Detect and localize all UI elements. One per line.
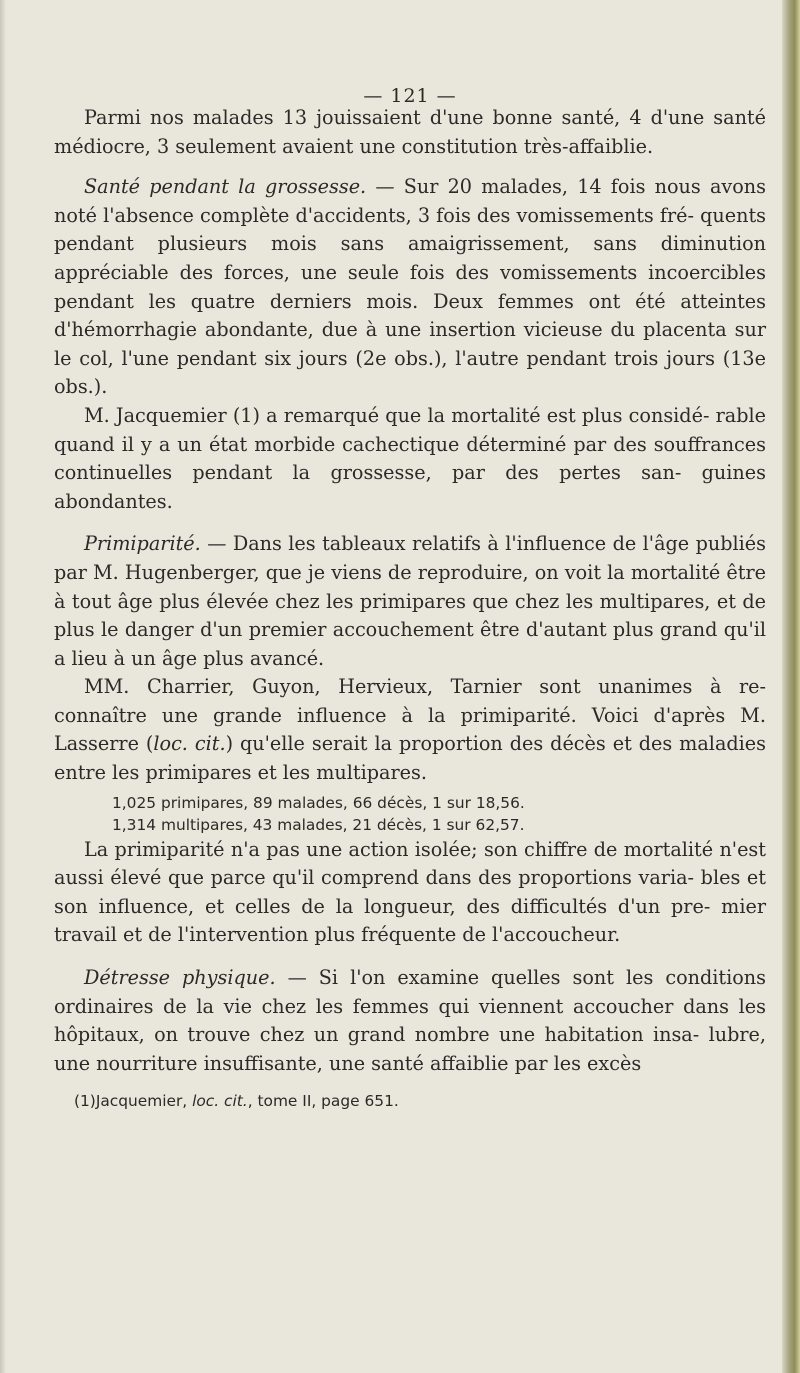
footnote-marker: (1) — [74, 1092, 96, 1111]
loc-cit: loc. cit. — [153, 732, 226, 756]
footnote: (1)Jacquemier, loc. cit., tome II, page 651. — [74, 1092, 399, 1111]
stats-line-primipares: 1,025 primipares, 89 malades, 66 décès, 1 sur 18,56. — [112, 793, 525, 812]
detresse-text: — Si l'on examine quelles sont les conditions ordinaires de la vie chez les femmes qui viennent accoucher dans les hôpitaux, on trouve chez un grand nombre une habitation insa- lubre, une nourriture insuffisante, une santé affaiblie par les excès — [54, 966, 766, 1075]
page-edge-right — [782, 0, 800, 1373]
section-heading-sante: Santé pendant la grossesse. — [84, 175, 367, 199]
detresse-paragraph — [54, 964, 766, 1078]
page-number: — 121 — — [363, 85, 457, 107]
sante-text: — Sur 20 malades, 14 fois nous avons noté l'absence complète d'accidents, 3 fois des vomissements fré- quents pendant plusieurs mois sans amaigrissement, sans diminution appréciable des forces, une seule fois des vomissements incoercibles pendant les quatre derniers mois. Deux femmes ont été atteintes d'hémorrhagie abondante, due à une insertion vicieuse du placenta sur le col, l'une pendant six jours (2e obs.), l'autre pendant trois jours (13e obs.). — [54, 175, 766, 399]
primiparite-paragraph — [54, 530, 766, 673]
primiparite-conclusion: La primiparité n'a pas une action isolée; son chiffre de mortalité n'est aussi élevé que parce qu'il comprend dans des proportions varia- bles et son influence, et celles de la longueur, des difficultés d'un pre- mier travail et de l'intervention plus fréquente de l'accoucheur. — [54, 837, 766, 947]
lasserre-paragraph: MM. Charrier, Guyon, Hervieux, Tarnier sont unanimes à re- connaître une grande influence à la primiparité. Voici d'après M. Lasserre (loc. cit.) qu'elle serait la proportion des décès et des maladies entre les primipares et les multipares. — [54, 675, 767, 785]
intro-paragraph: Parmi nos malades 13 jouissaient d'une bonne santé, 4 d'une santé médiocre, 3 seulement avaient une constitution très-affaiblie. — [54, 106, 766, 158]
sante-paragraph — [54, 173, 766, 402]
body-text — [54, 104, 766, 1112]
stats-line-multipares: 1,314 multipares, 43 malades, 21 décès, 1 sur 62,57. — [112, 815, 525, 834]
page-edge-left — [0, 0, 6, 1373]
primiparite-text: — Dans les tableaux relatifs à l'influence de l'âge publiés par M. Hugenberger, que je viens de reproduire, on voit la mortalité être à tout âge plus élevée chez les primipares que chez les multipares, et de plus le danger d'un premier accouchement être d'autant plus grand qu'il a lieu à un âge plus avancé. — [54, 532, 766, 670]
section-heading-detresse: Détresse physique. — [84, 966, 276, 990]
jacquemier-paragraph: M. Jacquemier (1) a remarqué que la mortalité est plus considé- rable quand il y a un état morbide cachectique déterminé par des souffrances continuelles pendant la grossesse, par des pertes san- guines abondantes. — [54, 403, 766, 513]
section-heading-primiparite: Primiparité. — [84, 532, 201, 556]
